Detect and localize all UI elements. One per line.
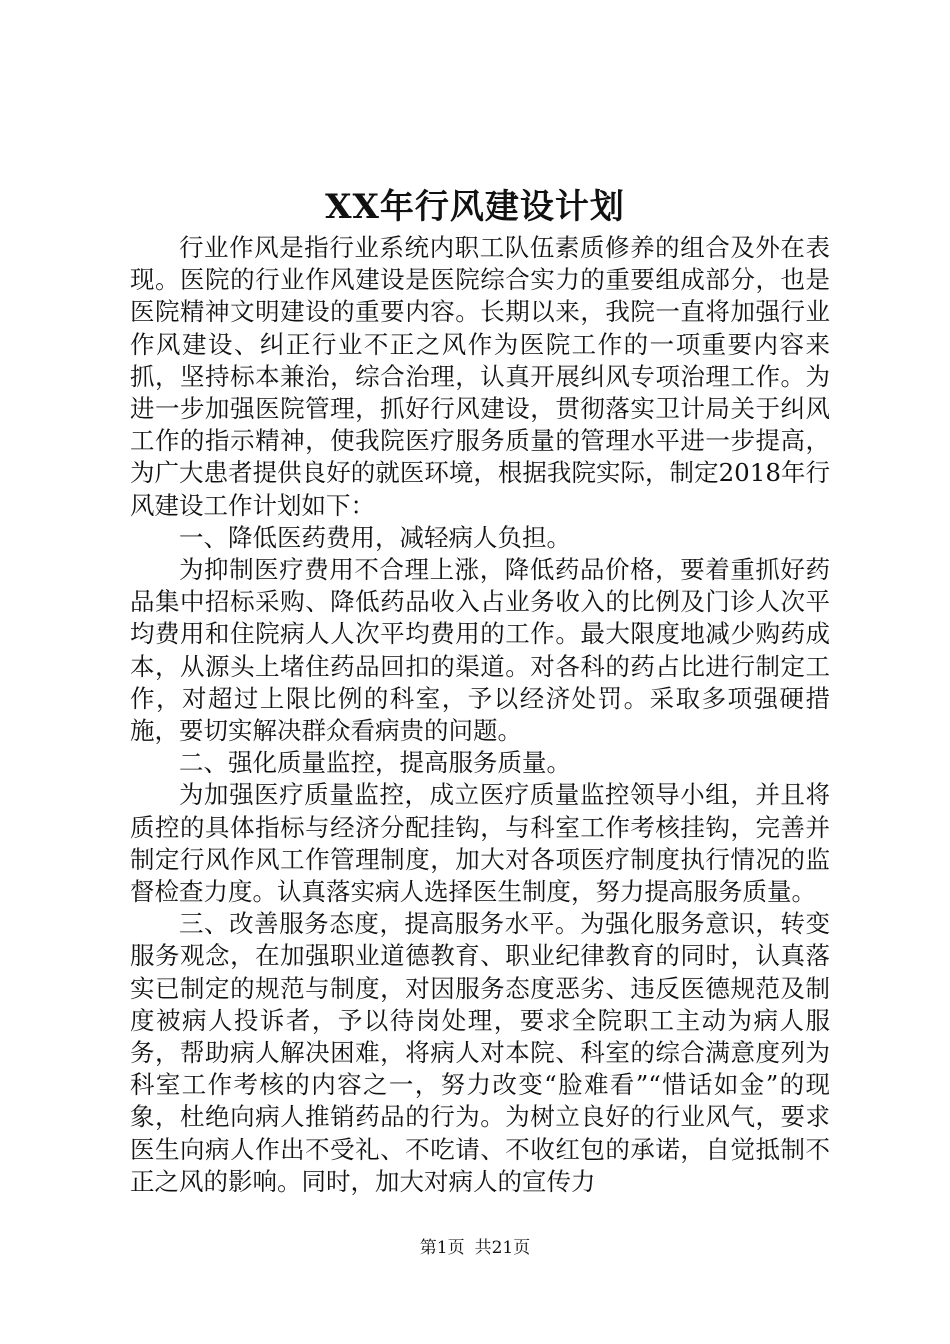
paragraph-section-3: 三、改善服务态度，提高服务水平。为强化服务意识，转变服务观念，在加强职业道德教育、职业纪律教育的同时，认真落实已制定的规范与制度，对因服务态度恶劣、违反医德规范及制度被病人投诉者，予以待岗处理，要求全院职工主动为病人服务，帮助病人解决困难，将病人对本院、科室的综合满意度列为科室工作考核的内容之一，努力改变“脸难看”“惜话如金”的现象，杜绝向病人推销药品的行为。为树立良好的行业风气，要求医生向病人作出不受礼、不吃请、不收红包的承诺，自觉抵制不正之风的影响。同时，加大对病人的宣传力: [130, 909, 830, 1196]
section-heading-1: 一、降低医药费用，减轻病人负担。: [179, 522, 571, 552]
page-total: 共21页: [474, 1238, 531, 1258]
paragraph-section-1: 为抑制医疗费用不合理上涨，降低药品价格，要着重抓好药品集中招标采购、降低药品收入占业务收入的比例及门诊人次平均费用和住院病人人次平均费用的工作。最大限度地减少购药成本，从源头上堵住药品回扣的渠道。对各科的药占比进行制定工作，对超过上限比例的科室，予以经济处罚。采取多项强硬措施，要切实解决群众看病贵的问题。: [130, 555, 830, 746]
section-heading-2: 二、强化质量监控，提高服务质量。: [179, 748, 571, 778]
page-number: 第1页: [419, 1238, 465, 1258]
paragraph-section-2: 为加强医疗质量监控，成立医疗质量监控领导小组，并且将质控的具体指标与经济分配挂钩，与科室工作考核挂钩，完善并制定行风作风工作管理制度，加大对各项医疗制度执行情况的监督检查力度。认真落实病人选择医生制度，努力提高服务质量。: [130, 780, 830, 907]
paragraph-intro: 行业作风是指行业系统内职工队伍素质修养的组合及外在表现。医院的行业作风建设是医院综合实力的重要组成部分，也是医院精神文明建设的重要内容。长期以来，我院一直将加强行业作风建设、纠正行业不正之风作为医院工作的一项重要内容来抓，坚持标本兼治，综合治理，认真开展纠风专项治理工作。为进一步加强医院管理，抓好行风建设，贯彻落实卫计局关于纠风工作的指示精神，使我院医疗服务质量的管理水平进一步提高，为广大患者提供良好的就医环境，根据我院实际，制定2018年行风建设工作计划如下：: [130, 233, 830, 520]
document-body: [130, 232, 830, 1198]
document-title: XX年行风建设计划: [325, 187, 625, 227]
page-footer: [0, 1236, 950, 1260]
